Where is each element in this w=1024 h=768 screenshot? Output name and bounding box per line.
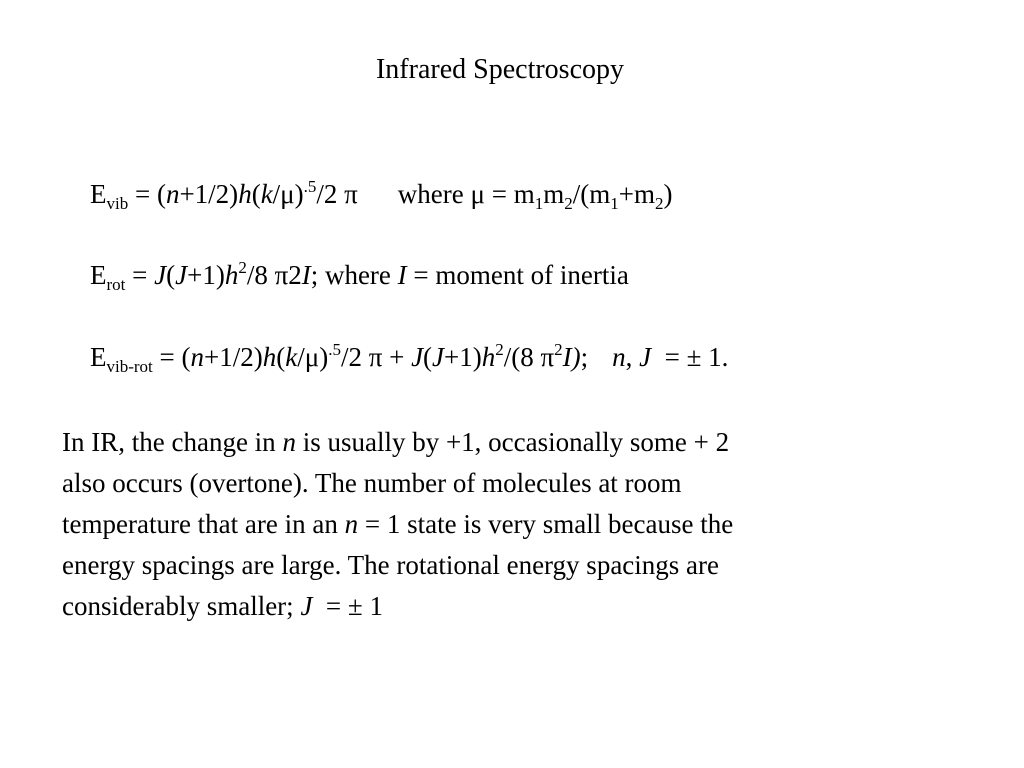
- paragraph-line: energy spacings are large. The rotational energy spacings are: [62, 550, 720, 580]
- body-paragraph: [62, 422, 932, 627]
- paragraph-line: also occurs (overtone). The number of molecules at room: [62, 468, 682, 498]
- vib-rot-energy-equation: $E_{vib-rot} = (n+1/2)h(k/\mu)^{.5}/2$ $\pi + J(J+1)h^2/(8$ $\pi^2I$); n, J = ± 1.: [90, 340, 729, 376]
- paragraph-line: In IR, the change in n is usually by +1, occasionally some + 2: [62, 427, 730, 457]
- vibrational-energy-equation: $E_{vib} = (n+1/2)h(k/\mu)^{.5}/2$ π where $\mu = m_1m_2/(m_1+m_2)$: [90, 177, 673, 213]
- paragraph-line: considerably smaller; J = ± 1: [62, 591, 383, 621]
- paragraph-line: temperature that are in an n = 1 state is very small because the: [62, 509, 734, 539]
- rotational-energy-equation: $E_{rot} = J(J+1)h^2/8$ π2I; where I = moment of inertia: [90, 258, 629, 294]
- slide-title: Infrared Spectroscopy: [375, 54, 624, 85]
